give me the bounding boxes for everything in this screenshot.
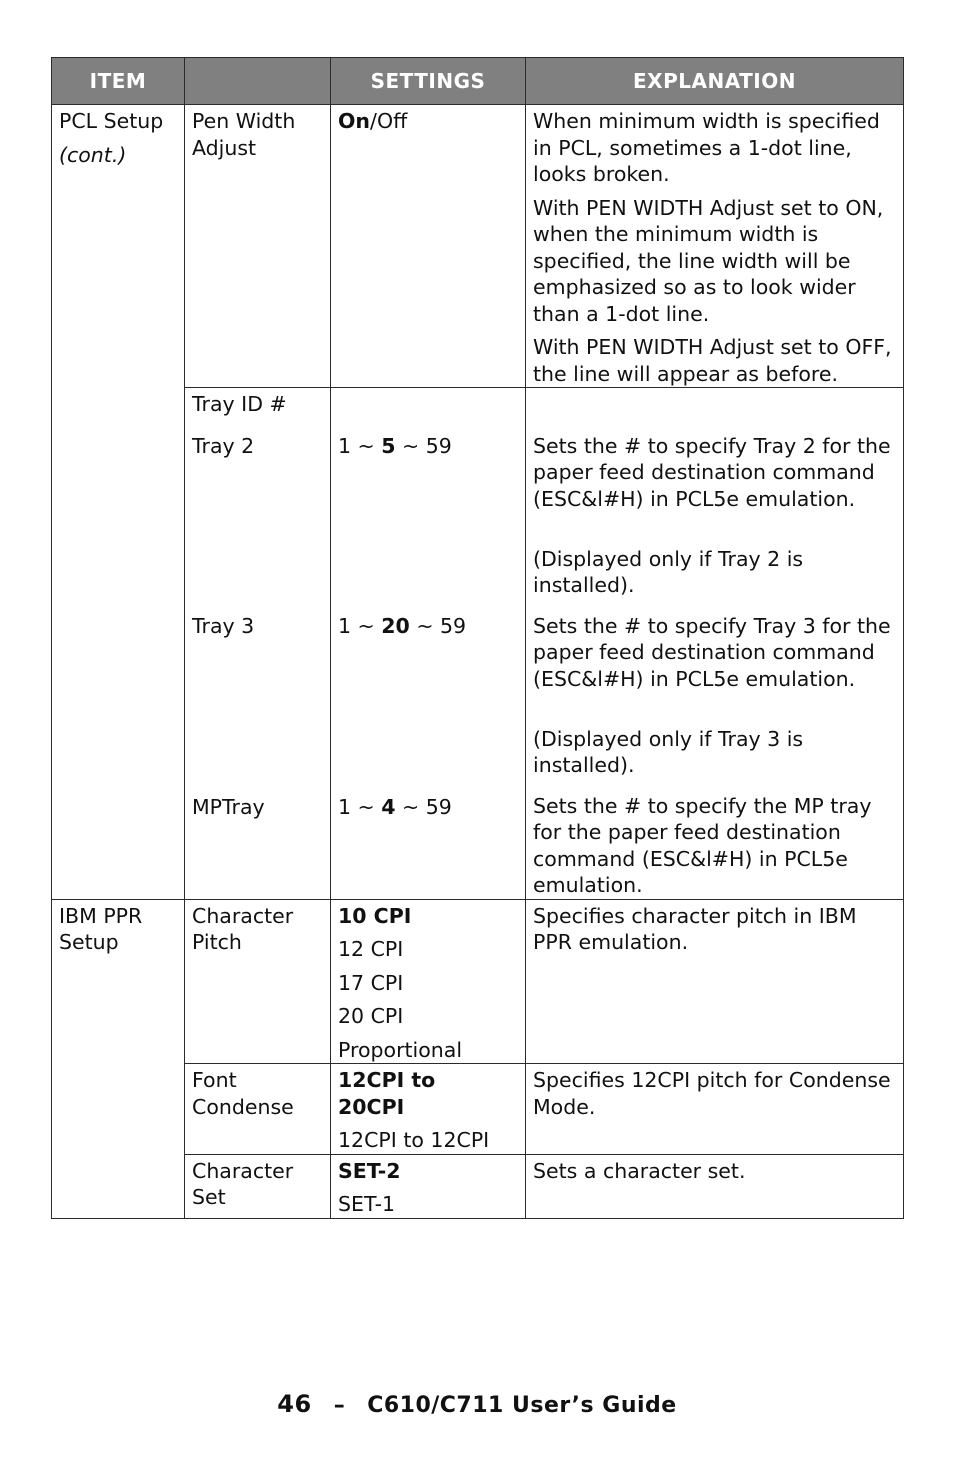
option: 12CPI to 12CPI — [338, 1128, 490, 1152]
option: SET-1 — [338, 1192, 396, 1216]
option: 17 CPI — [338, 970, 404, 995]
range-min: 1 ~ — [338, 614, 382, 638]
default-option: SET-2 — [338, 1158, 401, 1183]
sub-cell-tray-id — [185, 388, 331, 900]
sub-label: Font — [192, 1068, 237, 1092]
table-header-row — [52, 58, 904, 105]
explanation-paragraph: Sets the # to specify the MP tray for the paper feed destination command (ESC&l#H) in PCL5e emulation. — [533, 793, 872, 897]
sub-cell-pen-width — [185, 105, 331, 388]
range-max: ~ 59 — [395, 433, 452, 458]
sub-heading: Tray ID # — [192, 392, 287, 416]
item-label: IBM PPR — [59, 903, 143, 928]
option: 12 CPI — [338, 937, 404, 961]
sub-label: Tray 2 — [192, 433, 255, 458]
settings-cell-character-set — [331, 1154, 526, 1218]
guide-title: C610/C711 User’s Guide — [367, 1393, 677, 1418]
setting-range — [338, 433, 518, 460]
explanation-paragraph: With PEN WIDTH Adjust set to ON, when the minimum width is specified, the line width will be emphasized so as to look wider than a 1-dot line. — [533, 195, 884, 326]
sub-label: Pen Width — [192, 109, 296, 133]
explanation-cell-character-set — [526, 1154, 904, 1218]
table-row — [52, 105, 904, 388]
footer-dash: – — [333, 1393, 346, 1418]
settings-cell-tray-id — [331, 388, 526, 900]
sub-label: Pitch — [192, 930, 242, 954]
range-max: ~ 59 — [395, 794, 452, 819]
settings-cell-character-pitch — [331, 899, 526, 1064]
sub-cell-character-set — [185, 1154, 331, 1218]
header-item: ITEM — [52, 58, 185, 105]
default-setting: 5 — [381, 433, 396, 458]
setting-range — [338, 794, 518, 821]
sub-cell-character-pitch — [185, 899, 331, 1064]
explanation-cell-font-condense — [526, 1064, 904, 1155]
explanation-paragraph: (Displayed only if Tray 3 is installed). — [533, 726, 804, 777]
explanation-cell-character-pitch — [526, 899, 904, 1064]
settings-cell-pen-width — [331, 105, 526, 388]
range-max: ~ 59 — [409, 614, 467, 638]
explanation-paragraph: Sets a character set. — [533, 1158, 746, 1183]
setting-range — [338, 613, 518, 640]
sub-label: Adjust — [192, 135, 257, 160]
explanation-paragraph: When minimum width is specified in PCL, sometimes a 1-dot line, looks broken. — [533, 109, 880, 186]
default-setting: On — [338, 109, 371, 133]
sub-label: Condense — [192, 1094, 294, 1119]
header-sub — [185, 58, 331, 105]
item-cell-pcl — [52, 105, 185, 900]
sub-cell-font-condense — [185, 1064, 331, 1155]
explanation-paragraph: Sets the # to specify Tray 2 for the paper feed destination command (ESC&l#H) in PCL5e emulation. — [533, 433, 891, 511]
option: 20 CPI — [338, 1004, 404, 1028]
sub-label: Character — [192, 1158, 294, 1183]
table-row — [52, 899, 904, 1064]
page-footer — [0, 1390, 954, 1418]
sub-label: Tray 3 — [192, 614, 255, 638]
sub-label: Character — [192, 903, 294, 928]
explanation-cell-pen-width — [526, 105, 904, 388]
item-cont-label: (cont.) — [59, 142, 127, 167]
settings-table — [51, 57, 904, 1219]
page-number: 46 — [277, 1390, 312, 1418]
header-explanation: EXPLANATION — [526, 58, 904, 105]
sub-label: MPTray — [192, 794, 265, 819]
default-option: 10 CPI — [338, 903, 412, 928]
default-option: 12CPI to — [338, 1068, 436, 1092]
default-option: 20CPI — [338, 1094, 405, 1119]
default-setting: 4 — [381, 794, 396, 819]
range-min: 1 ~ — [338, 433, 382, 458]
explanation-paragraph: With PEN WIDTH Adjust set to OFF, the line will appear as before. — [533, 335, 892, 386]
header-settings: SETTINGS — [331, 58, 526, 105]
explanation-paragraph: (Displayed only if Tray 2 is installed). — [533, 546, 804, 597]
explanation-paragraph: Sets the # to specify Tray 3 for the paper feed destination command (ESC&l#H) in PCL5e emulation. — [533, 613, 891, 691]
range-min: 1 ~ — [338, 794, 382, 819]
item-label: PCL Setup — [59, 109, 164, 133]
explanation-paragraph: Specifies 12CPI pitch for Condense Mode. — [533, 1068, 891, 1119]
explanation-cell-tray-id — [526, 388, 904, 900]
setting-text: /Off — [370, 109, 408, 133]
settings-cell-font-condense — [331, 1064, 526, 1155]
default-setting: 20 — [381, 614, 410, 638]
sub-label: Set — [192, 1185, 226, 1209]
option: Proportional — [338, 1037, 463, 1062]
item-label: Setup — [59, 930, 119, 954]
item-cell-ibm — [52, 899, 185, 1218]
explanation-paragraph: Specifies character pitch in IBM PPR emulation. — [533, 903, 857, 954]
